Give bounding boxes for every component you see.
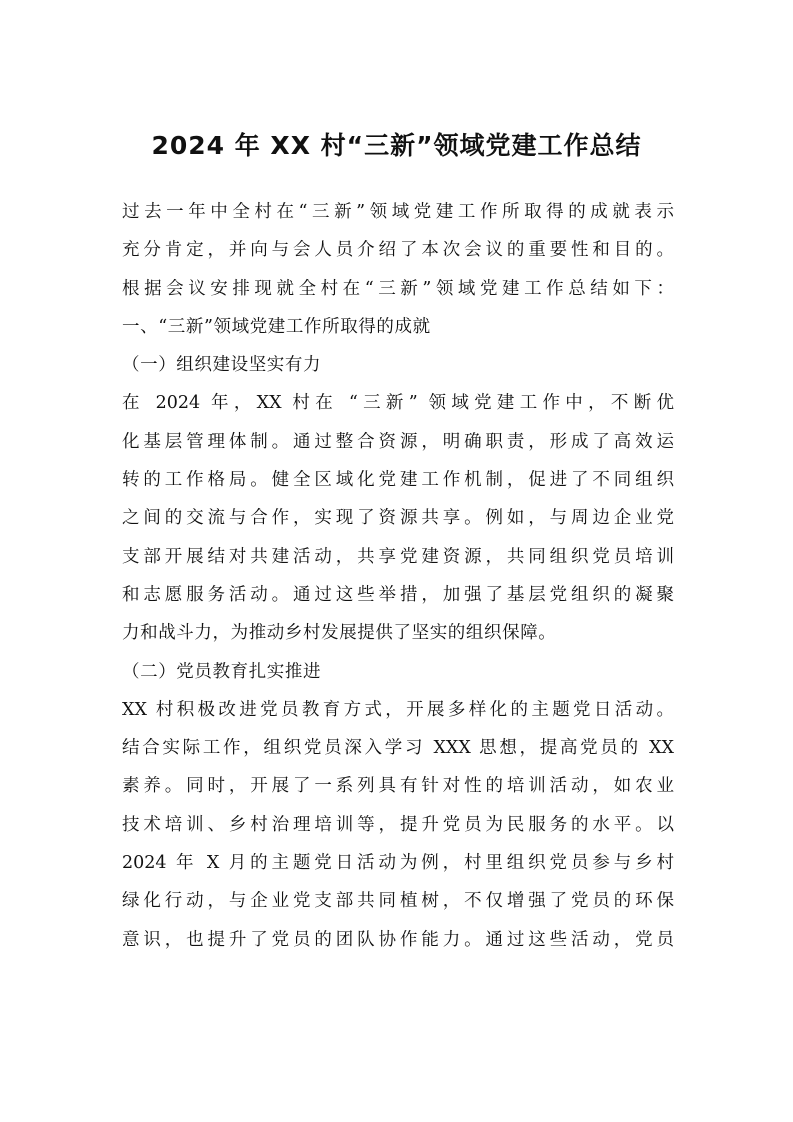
body-line: 根据会议安排现就全村在“三新”领域党建工作总结如下： <box>122 278 674 299</box>
body-line: XX 村积极改进党员教育方式，开展多样化的主题党日活动。 <box>122 699 674 720</box>
body-line: 意识，也提升了党员的团队协作能力。通过这些活动，党员 <box>122 929 674 950</box>
body-line: （一）组织建设坚实有力 <box>122 355 322 376</box>
body-line: 化基层管理体制。通过整合资源，明确职责，形成了高效运 <box>122 431 674 452</box>
document-body <box>122 193 674 959</box>
body-line: 一、“三新”领域党建工作所取得的成就 <box>122 316 431 337</box>
body-line: 之间的交流与合作，实现了资源共享。例如，与周边企业党 <box>122 508 674 529</box>
body-line: 力和战斗力，为推动乡村发展提供了坚实的组织保障。 <box>122 623 557 644</box>
body-line: 绿化行动，与企业党支部共同植树，不仅增强了党员的环保 <box>122 891 674 912</box>
body-line: 2024 年 X 月的主题党日活动为例，村里组织党员参与乡村 <box>122 853 674 874</box>
body-line: 转的工作格局。健全区域化党建工作机制，促进了不同组织 <box>122 470 674 491</box>
body-line: 在 2024 年，XX 村在 “三新” 领域党建工作中，不断优 <box>122 393 674 414</box>
body-line: （二）党员教育扎实推进 <box>122 661 322 682</box>
body-line: 素养。同时，开展了一系列具有针对性的培训活动，如农业 <box>122 776 674 797</box>
body-line: 充分肯定，并向与会人员介绍了本次会议的重要性和目的。 <box>122 240 674 261</box>
document-title: 2024 年 XX 村“三新”领域党建工作总结 <box>151 131 642 160</box>
body-line: 和志愿服务活动。通过这些举措，加强了基层党组织的凝聚 <box>122 584 674 605</box>
body-line: 支部开展结对共建活动，共享党建资源，共同组织党员培训 <box>122 546 674 567</box>
body-line: 过去一年中全村在“三新”领域党建工作所取得的成就表示 <box>122 202 674 222</box>
body-line: 结合实际工作，组织党员深入学习 XXX 思想，提高党员的 XX <box>122 738 674 759</box>
body-line: 技术培训、乡村治理培训等，提升党员为民服务的水平。以 <box>122 814 674 835</box>
